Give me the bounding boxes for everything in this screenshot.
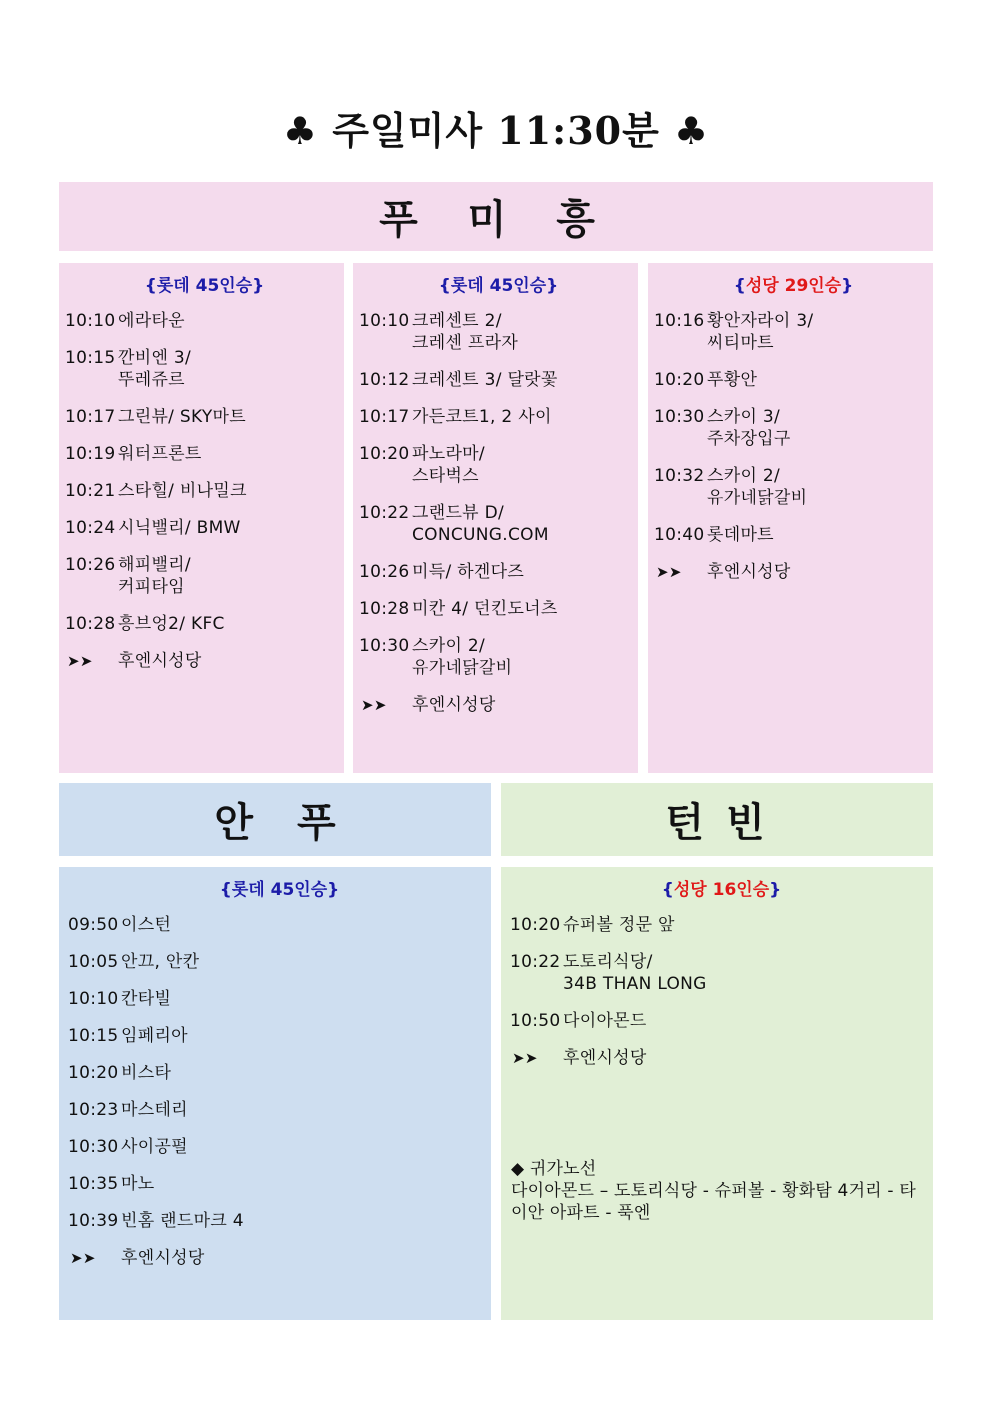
stop-row: 10:15 임페리아 <box>68 1026 188 1046</box>
route-column-anpu <box>59 867 491 1320</box>
stop-row: 10:24 시닉밸리/ BMW <box>65 518 241 538</box>
final-stop-row: ➤➤ 후엔시성당 <box>361 695 496 715</box>
region-band-thaodien: 턴 빈 <box>501 783 933 856</box>
arrow-icon: ➤➤ <box>512 1049 538 1067</box>
final-stop-row: ➤➤ 후엔시성당 <box>512 1048 647 1068</box>
stop-row: 10:20 푸황안 <box>654 370 758 390</box>
stop-row: 10:32 스카이 2/ 유가네닭갈비 <box>654 466 808 508</box>
arrow-icon: ➤➤ <box>656 563 682 581</box>
stop-row: 10:20 슈퍼볼 정문 앞 <box>510 915 675 935</box>
stop-row: 10:30 사이공펄 <box>68 1137 188 1157</box>
stop-row: 09:50 이스턴 <box>68 915 172 935</box>
final-stop-row: ➤➤ 후엔시성당 <box>70 1248 205 1268</box>
stop-row: 10:20 파노라마/ 스타벅스 <box>359 444 485 486</box>
page-title: ♣ 주일미사 11:30분 ♣ <box>282 108 710 153</box>
return-route-note <box>511 1158 927 1224</box>
bus-header: {롯데 45인승} <box>438 276 559 296</box>
bus-header: {롯데 45인승} <box>219 880 340 900</box>
stop-row: 10:15 깐비엔 3/ 뚜레쥬르 <box>65 348 192 390</box>
bus-header: {성당 16인승} <box>661 880 782 900</box>
stop-row: 10:12 크레센트 3/ 달랏꽃 <box>359 370 558 390</box>
region-band-anpu: 안 푸 <box>59 783 491 856</box>
stop-row: 10:30 스카이 2/ 유가네닭갈비 <box>359 636 513 678</box>
stop-row: 10:39 빈홈 랜드마크 4 <box>68 1211 244 1231</box>
stop-row: 10:23 마스테리 <box>68 1100 188 1120</box>
stop-row: 10:30 스카이 3/ 주차장입구 <box>654 407 791 449</box>
arrow-icon: ➤➤ <box>361 696 387 714</box>
stop-row: 10:16 황안자라이 3/ 씨티마트 <box>654 311 814 353</box>
bus-header: {성당 29인승} <box>733 276 854 296</box>
stop-row: 10:28 흥브엉2/ KFC <box>65 614 225 634</box>
arrow-icon: ➤➤ <box>67 652 93 670</box>
stop-row: 10:17 가든코트1, 2 사이 <box>359 407 552 427</box>
stop-row: 10:22 도토리식당/ 34B THAN LONG <box>510 952 707 994</box>
stop-row: 10:35 마노 <box>68 1174 155 1194</box>
route-column-pumihung-1 <box>59 263 344 773</box>
stop-row: 10:20 비스타 <box>68 1063 172 1083</box>
route-column-pumihung-2 <box>353 263 638 773</box>
stop-row: 10:21 스타힐/ 비나밀크 <box>65 481 247 501</box>
stop-row: 10:22 그랜드뷰 D/ CONCUNG.COM <box>359 503 549 545</box>
stop-row: 10:10 에라타운 <box>65 311 185 331</box>
stop-row: 10:26 미득/ 하겐다즈 <box>359 562 525 582</box>
region-band-pumihung: 푸 미 흥 <box>59 182 933 251</box>
arrow-icon: ➤➤ <box>70 1249 96 1267</box>
route-column-pumihung-3 <box>648 263 933 773</box>
stop-row: 10:40 롯데마트 <box>654 525 774 545</box>
final-stop-row: ➤➤ 후엔시성당 <box>656 562 791 582</box>
stop-row: 10:10 크레센트 2/ 크레센 프라자 <box>359 311 519 353</box>
route-column-thaodien <box>501 867 933 1320</box>
stop-row: 10:50 다이아몬드 <box>510 1011 647 1031</box>
final-stop-row: ➤➤ 후엔시성당 <box>67 651 202 671</box>
stop-row: 10:19 워터프론트 <box>65 444 202 464</box>
stop-row: 10:10 칸타빌 <box>68 989 172 1009</box>
stop-row: 10:17 그린뷰/ SKY마트 <box>65 407 246 427</box>
stop-row: 10:26 해피밸리/ 커피타임 <box>65 555 191 597</box>
return-route-title: ◆ 귀가노선 <box>511 1159 597 1179</box>
stop-row: 10:28 미칸 4/ 던킨도너츠 <box>359 599 558 619</box>
stop-row: 10:05 안끄, 안칸 <box>68 952 200 972</box>
bus-header: {롯데 45인승} <box>144 276 265 296</box>
return-route-text: 다이아몬드 – 도토리식당 - 슈퍼볼 - 황화탐 4거리 - 타이안 아파트 - 푹엔 <box>511 1181 916 1223</box>
